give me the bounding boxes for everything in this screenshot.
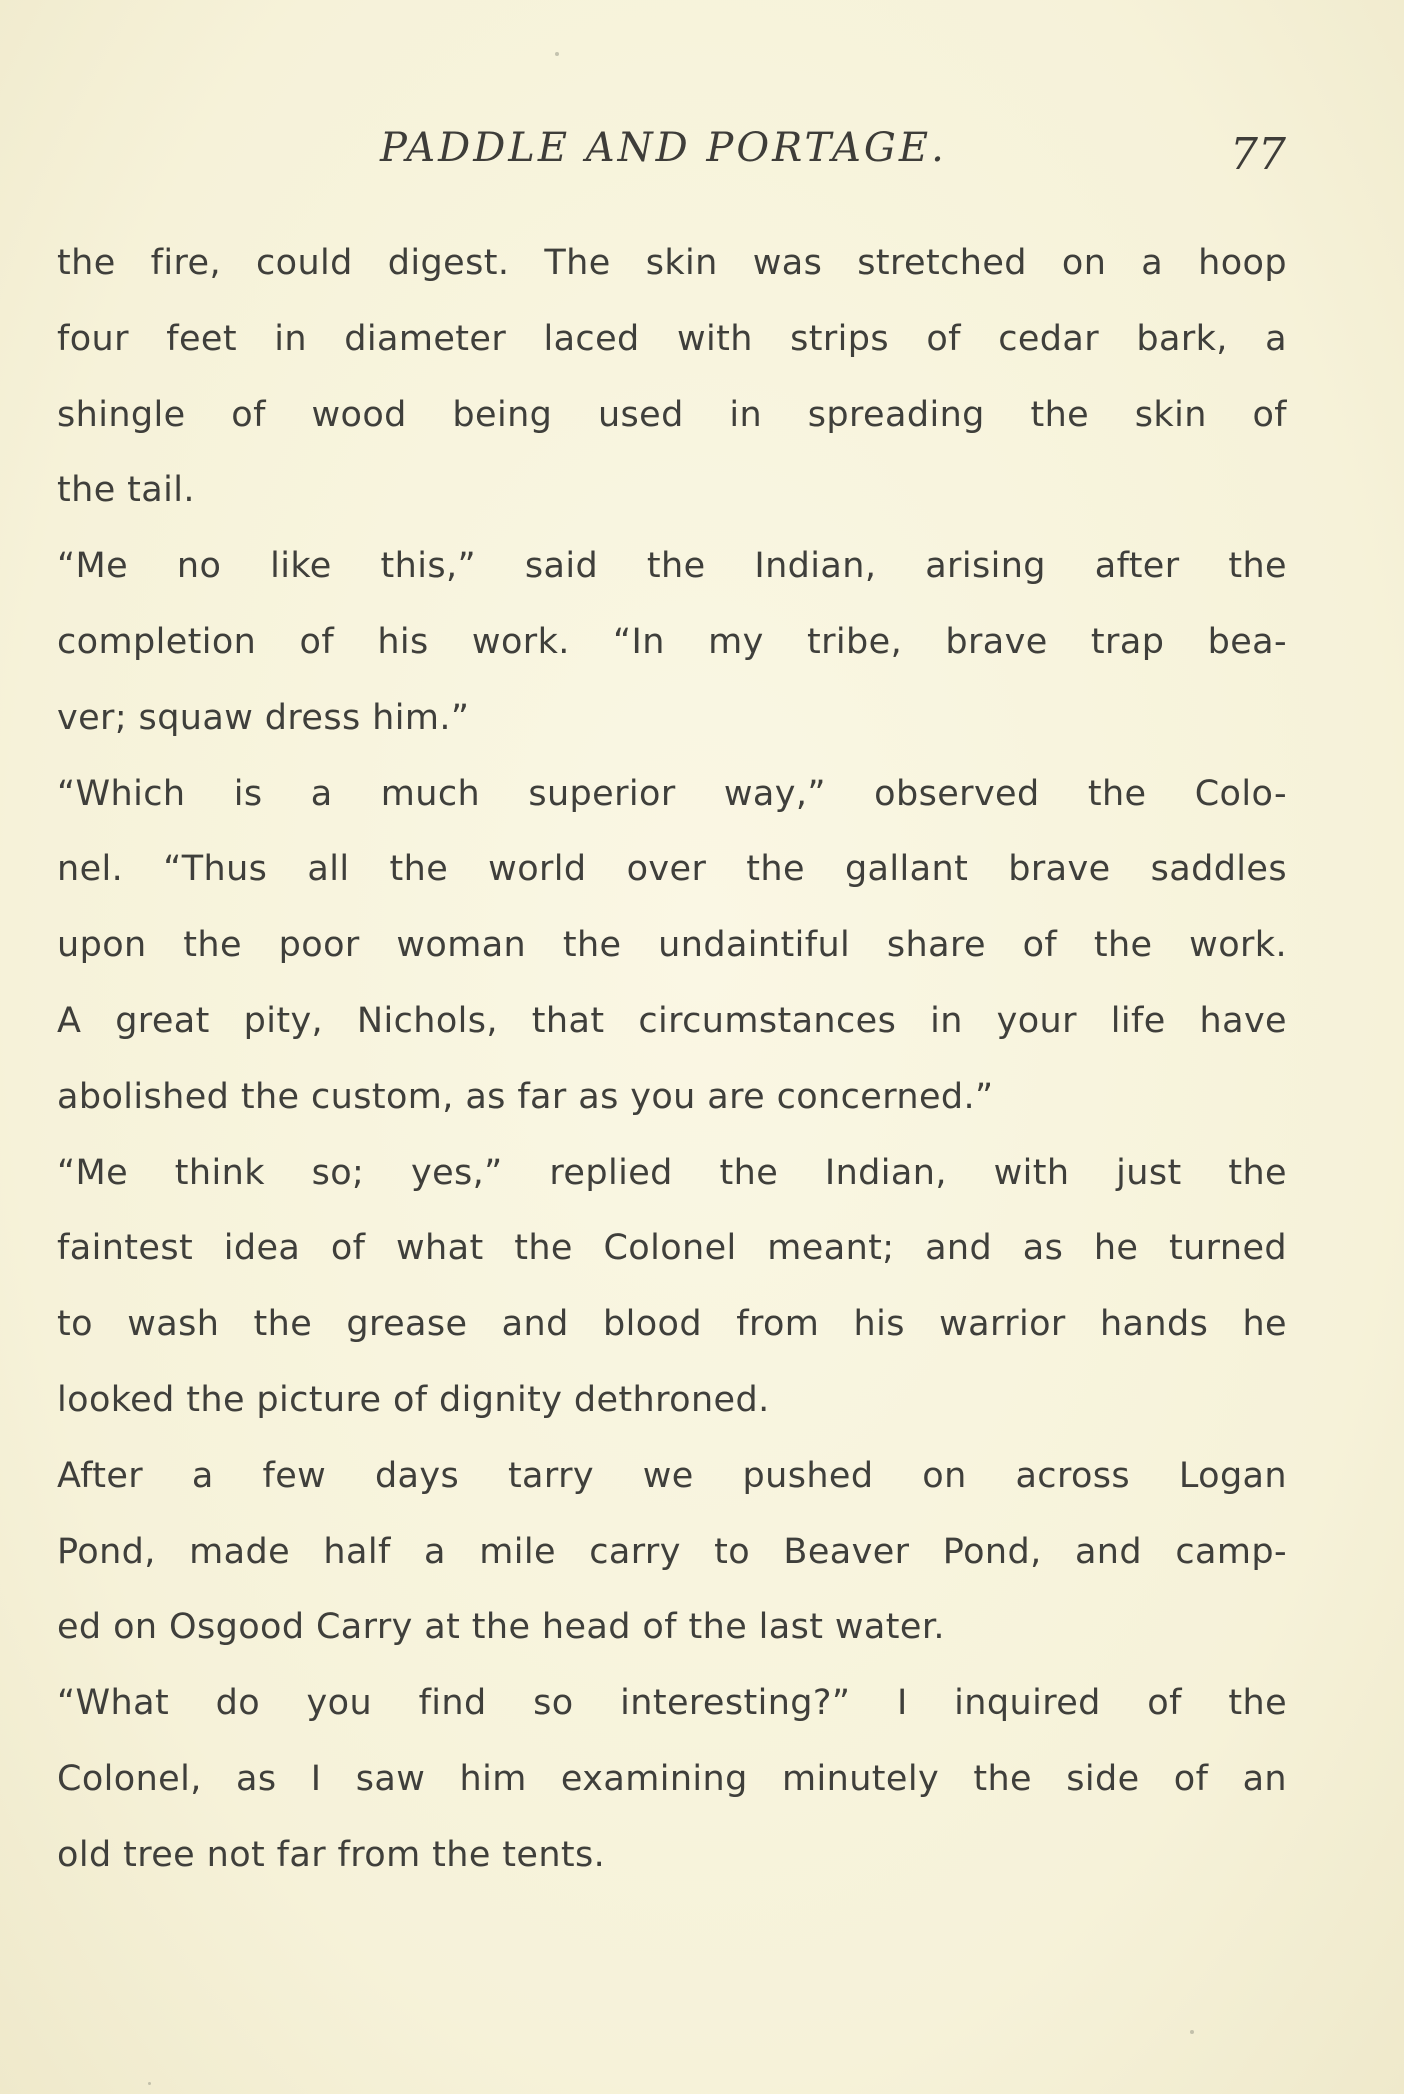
text-line: After a few days tarry we pushed on across Logan bbox=[57, 1455, 1287, 1496]
text-line: “What do you find so interesting?” I inquired of the bbox=[57, 1683, 1287, 1724]
text-line: the fire, could digest. The skin was stretched on a hoop bbox=[57, 243, 1287, 283]
text-line: ver; squaw dress him.” bbox=[57, 697, 470, 738]
text-line: abolished the custom, as far as you are concerned.” bbox=[57, 1076, 994, 1117]
running-title: PADDLE AND PORTAGE. bbox=[380, 125, 947, 171]
text-line: Colonel, as I saw him examining minutely the side of an bbox=[57, 1758, 1287, 1799]
text-line: ed on Osgood Carry at the head of the last water. bbox=[57, 1607, 945, 1648]
body-text bbox=[57, 226, 1287, 1894]
text-line: the tail. bbox=[57, 470, 195, 511]
paper-speck bbox=[148, 2082, 151, 2085]
paper-speck bbox=[555, 52, 559, 56]
text-line: nel. “Thus all the world over the gallant brave saddles bbox=[57, 849, 1287, 890]
text-line: completion of his work. “In my tribe, brave trap bea- bbox=[57, 621, 1287, 662]
text-line: old tree not far from the tents. bbox=[57, 1834, 606, 1875]
page-number: 77 bbox=[1230, 129, 1286, 180]
page-header bbox=[0, 125, 1404, 185]
text-line: Pond, made half a mile carry to Beaver Pond, and camp- bbox=[57, 1531, 1287, 1572]
text-line: looked the picture of dignity dethroned. bbox=[57, 1379, 770, 1420]
paper-speck bbox=[1190, 2030, 1194, 2034]
text-line: shingle of wood being used in spreading the skin of bbox=[57, 394, 1287, 435]
text-line: to wash the grease and blood from his warrior hands he bbox=[57, 1304, 1287, 1345]
text-line: “Me no like this,” said the Indian, arising after the bbox=[57, 546, 1287, 587]
text-line: upon the poor woman the undaintiful share of the work. bbox=[57, 925, 1287, 966]
text-line: faintest idea of what the Colonel meant; and as he turned bbox=[57, 1228, 1287, 1269]
text-line: “Me think so; yes,” replied the Indian, with just the bbox=[57, 1152, 1287, 1193]
text-line: four feet in diameter laced with strips of cedar bark, a bbox=[57, 318, 1287, 359]
text-line: “Which is a much superior way,” observed the Colo- bbox=[57, 773, 1287, 814]
text-line: A great pity, Nichols, that circumstances in your life have bbox=[57, 1000, 1287, 1041]
